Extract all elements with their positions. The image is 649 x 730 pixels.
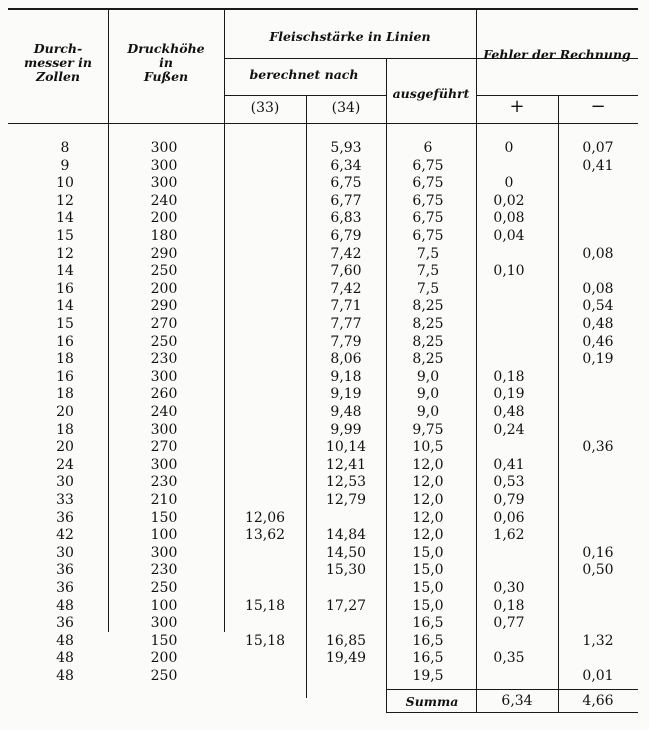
cell-error-minus: 0,54 <box>582 298 614 315</box>
cell-executed: 8,25 <box>412 351 444 368</box>
header-diameter-line: Durch- <box>33 41 83 56</box>
cell-pressure: 300 <box>150 157 178 174</box>
cell-executed: 15,0 <box>412 562 444 579</box>
cell-pressure: 230 <box>150 474 178 491</box>
cell-diameter: 10 <box>56 175 74 192</box>
cell-error-minus: 0,19 <box>582 351 614 368</box>
header-diameter-line: Zollen <box>35 69 81 84</box>
cell-error-plus: 0,02 <box>493 192 525 209</box>
cell-formula34: 9,19 <box>330 386 362 403</box>
header-formula-34: (34) <box>331 100 361 116</box>
cell-diameter: 48 <box>56 650 74 667</box>
cell-error-plus: 0,24 <box>493 421 525 438</box>
cell-formula34: 9,99 <box>330 421 362 438</box>
cell-diameter: 36 <box>56 615 74 632</box>
cell-diameter: 14 <box>56 263 74 280</box>
header-pressure <box>127 42 204 84</box>
cell-error-plus: 0,48 <box>493 404 525 420</box>
top-rule <box>8 8 638 10</box>
cell-pressure: 300 <box>150 175 178 192</box>
cell-error-plus: 0 <box>504 175 514 192</box>
cell-executed: 6,75 <box>412 192 444 209</box>
cell-executed: 7,5 <box>416 280 440 297</box>
sum-rule <box>386 689 638 690</box>
cell-error-plus: 0,18 <box>493 368 525 385</box>
cell-diameter: 14 <box>56 210 74 227</box>
cell-pressure: 180 <box>150 228 178 244</box>
cell-diameter: 30 <box>56 544 74 561</box>
cell-diameter: 48 <box>56 668 74 684</box>
cell-executed: 15,0 <box>412 597 444 614</box>
cell-diameter: 15 <box>56 228 74 244</box>
cell-diameter: 20 <box>56 404 74 420</box>
cell-formula34: 19,49 <box>325 650 367 667</box>
cell-executed: 7,5 <box>416 245 440 262</box>
cell-executed: 9,0 <box>416 404 440 420</box>
cell-pressure: 290 <box>150 298 178 315</box>
cell-formula34: 15,30 <box>325 562 367 579</box>
cell-pressure: 100 <box>150 527 178 544</box>
cell-executed: 9,0 <box>416 386 440 403</box>
col-sep-3 <box>306 95 307 698</box>
cell-formula34: 10,14 <box>325 439 367 456</box>
cell-pressure: 300 <box>150 368 178 385</box>
cell-diameter: 48 <box>56 597 74 614</box>
cell-error-plus: 0,30 <box>493 580 525 596</box>
summary-minus-total: 4,66 <box>582 693 614 709</box>
cell-diameter: 36 <box>56 580 74 596</box>
cell-error-plus: 0,79 <box>493 492 525 508</box>
cell-pressure: 200 <box>150 650 178 667</box>
cell-error-plus: 0,77 <box>493 615 525 632</box>
cell-formula34: 7,71 <box>330 298 362 315</box>
cell-formula33: 13,62 <box>244 527 286 544</box>
col-sep-2 <box>224 10 225 632</box>
cell-formula34: 7,60 <box>330 263 362 280</box>
cell-formula34: 6,77 <box>330 192 362 209</box>
cell-formula34: 17,27 <box>325 597 367 614</box>
col-sep-1 <box>108 10 109 632</box>
cell-error-plus: 0,53 <box>493 474 525 491</box>
cell-error-plus: 0,19 <box>493 386 525 403</box>
cell-error-plus: 0,04 <box>493 228 525 244</box>
cell-executed: 9,0 <box>416 368 440 385</box>
header-thickness: Fleischstärke in Linien <box>269 29 431 44</box>
col-sep-6 <box>558 95 559 713</box>
summary-label: Summa <box>405 694 459 709</box>
cell-formula34: 9,48 <box>330 404 362 420</box>
cell-diameter: 9 <box>60 157 70 174</box>
cell-formula34: 6,75 <box>330 175 362 192</box>
header-pressure-line: Fußen <box>143 69 189 84</box>
cell-executed: 8,25 <box>412 298 444 315</box>
cell-formula34: 12,79 <box>325 492 367 508</box>
cell-executed: 15,0 <box>412 580 444 596</box>
cell-executed: 6,75 <box>412 175 444 192</box>
cell-executed: 12,0 <box>412 527 444 544</box>
cell-error-plus: 1,62 <box>493 527 525 544</box>
header-minus: − <box>590 96 606 117</box>
cell-executed: 12,0 <box>412 474 444 491</box>
cell-pressure: 240 <box>150 404 178 420</box>
cell-diameter: 18 <box>56 351 74 368</box>
cell-error-minus: 0,46 <box>582 333 614 350</box>
header-error: Fehler der Rechnung <box>483 47 631 62</box>
header-pressure-line: in <box>159 55 173 70</box>
cell-diameter: 12 <box>56 245 74 262</box>
cell-error-minus: 0,48 <box>582 316 614 332</box>
cell-formula33: 15,18 <box>244 597 286 614</box>
cell-pressure: 270 <box>150 439 178 456</box>
cell-error-minus: 1,32 <box>582 632 614 649</box>
cell-pressure: 230 <box>150 562 178 579</box>
cell-executed: 6,75 <box>412 210 444 227</box>
cell-formula34: 16,85 <box>325 632 367 649</box>
cell-error-minus: 0,07 <box>582 140 614 156</box>
cell-error-minus: 0,08 <box>582 280 614 297</box>
cell-diameter: 30 <box>56 474 74 491</box>
cell-executed: 9,75 <box>412 421 444 438</box>
cell-diameter: 33 <box>56 492 74 508</box>
cell-formula34: 6,79 <box>330 228 362 244</box>
cell-error-minus: 0,36 <box>582 439 614 456</box>
cell-diameter: 48 <box>56 632 74 649</box>
cell-pressure: 100 <box>150 597 178 614</box>
col-sep-4 <box>386 58 387 713</box>
header-diameter-line: messer in <box>24 55 92 70</box>
header-computed: berechnet nach <box>249 67 359 82</box>
cell-error-plus: 0,35 <box>493 650 525 667</box>
header-diameter <box>24 42 92 84</box>
cell-pressure: 250 <box>150 580 178 596</box>
cell-pressure: 200 <box>150 210 178 227</box>
cell-pressure: 210 <box>150 492 178 508</box>
cell-formula34: 7,42 <box>330 280 362 297</box>
cell-diameter: 16 <box>56 280 74 297</box>
cell-pressure: 300 <box>150 615 178 632</box>
header-sign-rule <box>476 95 638 96</box>
cell-diameter: 16 <box>56 368 74 385</box>
cell-executed: 19,5 <box>412 668 444 684</box>
cell-error-plus: 0,06 <box>493 509 525 526</box>
cell-error-plus: 0,18 <box>493 597 525 614</box>
cell-pressure: 230 <box>150 351 178 368</box>
cell-diameter: 36 <box>56 509 74 526</box>
cell-formula34: 8,06 <box>330 351 362 368</box>
summary-plus-total: 6,34 <box>501 693 533 709</box>
cell-formula33: 15,18 <box>244 632 286 649</box>
cell-error-plus: 0 <box>504 140 514 156</box>
cell-pressure: 260 <box>150 386 178 403</box>
header-pressure-line: Druckhöhe <box>127 41 205 56</box>
cell-diameter: 20 <box>56 439 74 456</box>
cell-executed: 6 <box>423 140 433 156</box>
cell-executed: 6,75 <box>412 228 444 244</box>
bottom-rule <box>386 712 638 713</box>
cell-formula33: 12,06 <box>244 509 286 526</box>
cell-executed: 12,0 <box>412 456 444 473</box>
cell-error-minus: 0,08 <box>582 245 614 262</box>
cell-formula34: 14,84 <box>325 527 367 544</box>
cell-formula34: 6,83 <box>330 210 362 227</box>
cell-error-plus: 0,08 <box>493 210 525 227</box>
header-bottom-rule <box>8 123 638 124</box>
cell-pressure: 300 <box>150 421 178 438</box>
cell-executed: 16,5 <box>412 632 444 649</box>
cell-executed: 10,5 <box>412 439 444 456</box>
cell-executed: 12,0 <box>412 509 444 526</box>
cell-error-minus: 0,50 <box>582 562 614 579</box>
cell-pressure: 250 <box>150 668 178 684</box>
cell-executed: 15,0 <box>412 544 444 561</box>
cell-pressure: 270 <box>150 316 178 332</box>
cell-error-minus: 0,41 <box>582 157 614 174</box>
cell-executed: 16,5 <box>412 615 444 632</box>
cell-pressure: 240 <box>150 192 178 209</box>
cell-diameter: 42 <box>56 527 74 544</box>
header-formula-33: (33) <box>250 100 280 116</box>
cell-pressure: 300 <box>150 140 178 156</box>
cell-pressure: 200 <box>150 280 178 297</box>
cell-pressure: 150 <box>150 509 178 526</box>
cell-pressure: 290 <box>150 245 178 262</box>
col-sep-5 <box>476 10 477 713</box>
header-sub-rule-2 <box>224 95 386 96</box>
cell-diameter: 18 <box>56 386 74 403</box>
cell-formula34: 6,34 <box>330 157 362 174</box>
header-executed: ausgeführt <box>392 86 470 101</box>
cell-error-plus: 0,41 <box>493 456 525 473</box>
cell-formula34: 14,50 <box>325 544 367 561</box>
cell-diameter: 8 <box>60 140 70 156</box>
cell-diameter: 12 <box>56 192 74 209</box>
cell-error-plus: 0,10 <box>493 263 525 280</box>
cell-diameter: 24 <box>56 456 74 473</box>
cell-diameter: 14 <box>56 298 74 315</box>
cell-formula34: 5,93 <box>330 140 362 156</box>
header-plus: + <box>509 96 525 117</box>
cell-diameter: 15 <box>56 316 74 332</box>
cell-formula34: 7,42 <box>330 245 362 262</box>
cell-pressure: 150 <box>150 632 178 649</box>
cell-executed: 7,5 <box>416 263 440 280</box>
cell-diameter: 36 <box>56 562 74 579</box>
cell-formula34: 7,77 <box>330 316 362 332</box>
cell-formula34: 12,53 <box>325 474 367 491</box>
cell-executed: 8,25 <box>412 333 444 350</box>
cell-executed: 16,5 <box>412 650 444 667</box>
cell-executed: 8,25 <box>412 316 444 332</box>
cell-error-minus: 0,16 <box>582 544 614 561</box>
cell-formula34: 7,79 <box>330 333 362 350</box>
cell-pressure: 300 <box>150 544 178 561</box>
cell-pressure: 300 <box>150 456 178 473</box>
cell-executed: 6,75 <box>412 157 444 174</box>
cell-pressure: 250 <box>150 263 178 280</box>
cell-pressure: 250 <box>150 333 178 350</box>
cell-diameter: 18 <box>56 421 74 438</box>
cell-formula34: 12,41 <box>325 456 367 473</box>
cell-formula34: 9,18 <box>330 368 362 385</box>
cell-error-minus: 0,01 <box>582 668 614 684</box>
cell-executed: 12,0 <box>412 492 444 508</box>
cell-diameter: 16 <box>56 333 74 350</box>
